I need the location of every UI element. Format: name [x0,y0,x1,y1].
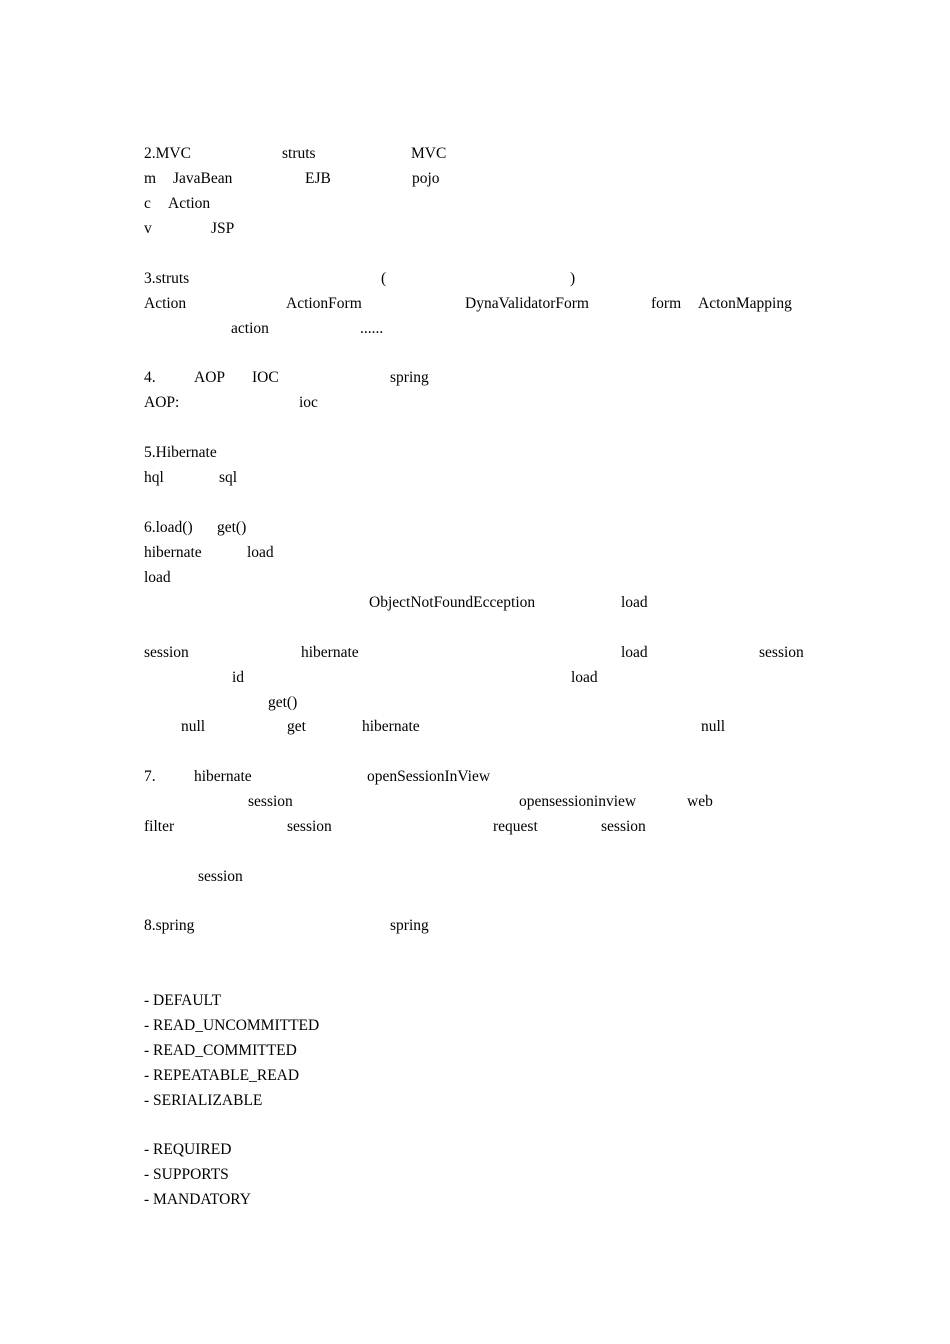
text-segment: ActonMapping [698,295,792,312]
text-segment: EJB [305,170,331,187]
text-line [0,593,950,613]
text-line [0,693,950,713]
text-segment: get() [268,694,298,711]
text-line [0,792,950,812]
text-segment: ioc [299,394,318,411]
text-segment: opensessioninview [519,793,637,810]
text-segment: load [247,544,274,561]
text-segment: MVC [411,145,447,162]
list-item [0,1041,950,1061]
text-line [0,668,950,688]
text-segment: filter [144,818,175,835]
text-line [0,368,950,388]
text-segment: load [144,569,171,586]
text-line [0,294,950,314]
text-line [0,817,950,837]
text-segment: 7. [144,768,156,785]
list-item [0,1165,950,1185]
text-segment: spring [390,369,429,386]
text-segment: web [687,793,713,810]
text-segment: sql [219,469,238,486]
list-item [0,1016,950,1036]
text-segment: request [493,818,538,835]
text-segment: hibernate [194,768,252,785]
text-segment: get() [217,519,247,536]
list-item [0,1140,950,1160]
text-segment: c [144,195,151,212]
text-segment: IOC [252,369,279,386]
text-segment: ActionForm [286,295,362,312]
text-segment: - DEFAULT [144,992,222,1009]
text-line [0,767,950,787]
text-segment: hibernate [362,718,420,735]
text-segment: 5.Hibernate [144,444,217,461]
text-segment: v [144,220,152,237]
text-segment: 8.spring [144,917,195,934]
text-segment: session [287,818,332,835]
text-segment: 6.load() [144,519,193,536]
text-segment: - REQUIRED [144,1141,232,1158]
text-line [0,568,950,588]
text-segment: session [198,868,243,885]
text-segment: form [651,295,682,312]
text-segment: get [287,718,306,735]
text-line [0,319,950,339]
text-segment: - REPEATABLE_READ [144,1067,300,1084]
text-segment: struts [282,145,316,162]
text-line [0,144,950,164]
text-segment: - MANDATORY [144,1191,251,1208]
text-segment: session [144,644,189,661]
text-segment: JSP [211,220,235,237]
text-segment: hibernate [144,544,202,561]
text-segment: - READ_UNCOMMITTED [144,1017,320,1034]
text-line [0,717,950,737]
text-line [0,393,950,413]
text-line [0,518,950,538]
text-segment: pojo [412,170,440,187]
text-segment: ( [381,270,387,287]
text-segment: session [759,644,804,661]
text-line [0,194,950,214]
text-segment: 2.MVC [144,145,191,162]
text-line [0,269,950,289]
text-segment: AOP: [144,394,180,411]
text-segment: id [232,669,245,686]
text-segment: - READ_COMMITTED [144,1042,297,1059]
text-line [0,916,950,936]
text-segment: ObjectNotFoundEcception [369,594,536,611]
text-segment: hibernate [301,644,359,661]
text-segment: - SUPPORTS [144,1166,229,1183]
text-line [0,643,950,663]
text-segment: load [621,594,648,611]
text-segment: null [701,718,726,735]
text-segment: AOP [194,369,226,386]
text-line [0,169,950,189]
list-item [0,991,950,1011]
text-segment: ) [570,270,576,287]
text-segment: hql [144,469,164,486]
text-segment: spring [390,917,429,934]
text-segment: DynaValidatorForm [465,295,589,312]
text-segment: load [621,644,648,661]
list-item [0,1190,950,1210]
text-segment: session [248,793,293,810]
text-line [0,543,950,563]
text-line [0,468,950,488]
text-segment: Action [168,195,211,212]
text-segment: - SERIALIZABLE [144,1092,263,1109]
list-item [0,1066,950,1086]
text-segment: action [231,320,269,337]
text-segment: m [144,170,157,187]
text-segment: 3.struts [144,270,190,287]
text-segment: session [601,818,646,835]
text-segment: openSessionInView [367,768,491,785]
text-line [0,219,950,239]
text-line [0,867,950,887]
text-segment: null [181,718,206,735]
text-line [0,443,950,463]
text-segment: 4. [144,369,156,386]
text-segment: JavaBean [173,170,233,187]
text-segment: Action [144,295,187,312]
list-item [0,1091,950,1111]
text-segment: load [571,669,598,686]
text-segment: ...... [360,320,384,337]
